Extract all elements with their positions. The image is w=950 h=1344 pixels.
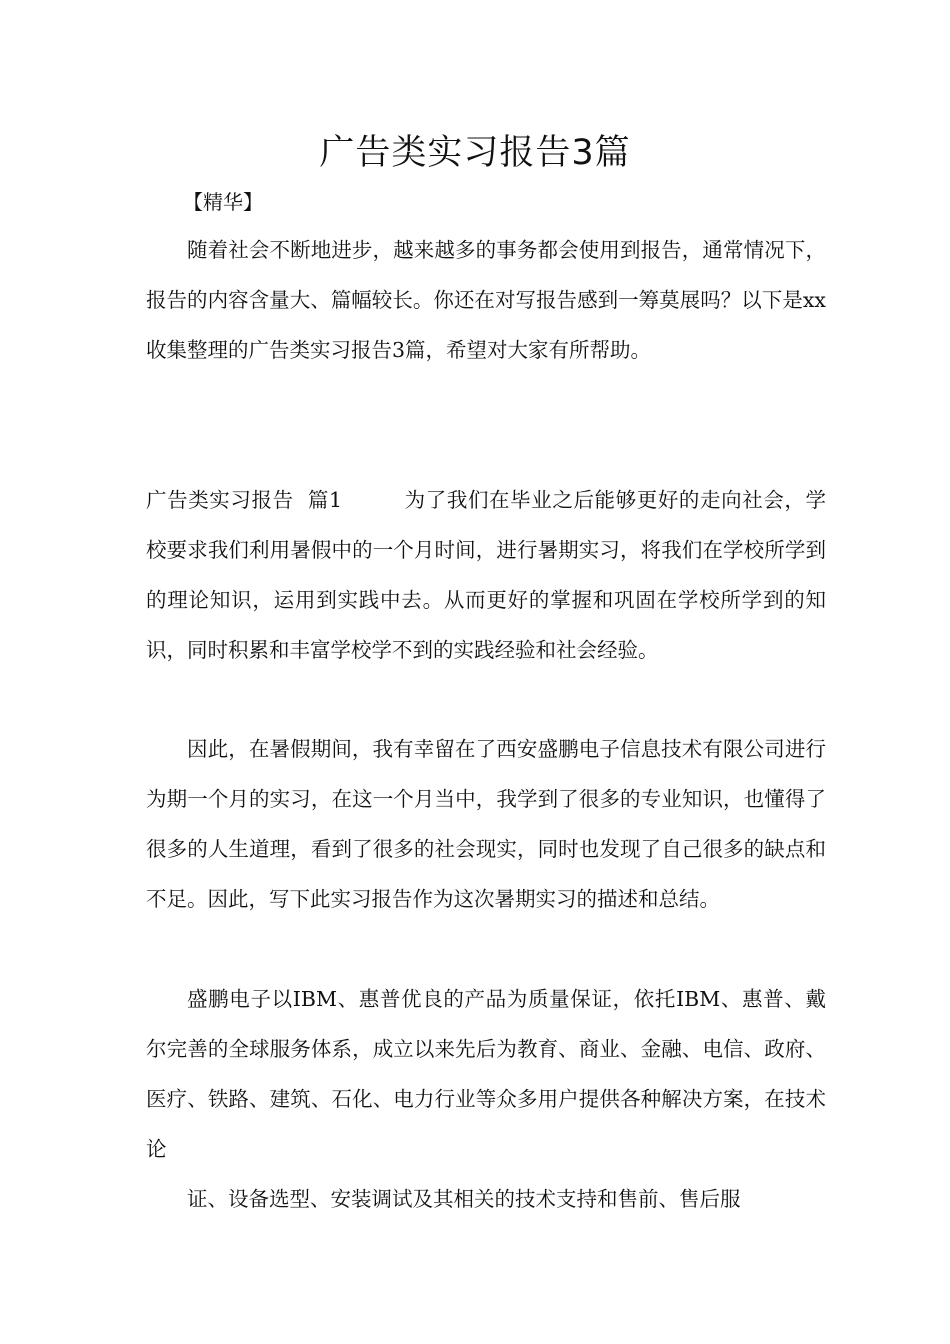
quality-tag: 【精华】 <box>183 190 263 214</box>
document-title: 广告类实习报告3篇 <box>319 133 631 173</box>
body-paragraph: 证、设备选型、安装调试及其相关的技术支持和售前、售后服 <box>187 1187 741 1211</box>
body-paragraph: 因此，在暑假期间，我有幸留在了西安盛鹏电子信息技术有限公司进行为期一个月的实习，在这一个月当中，我学到了很多的专业知识，也懂得了很多的人生道理，看到了很多的社会现实，同时也发现了自己很多的缺点和不足。因此，写下此实习报告作为这次暑期实习的描述和总结。 <box>146 737 826 911</box>
intro-paragraph: 随着社会不断地进步，越来越多的事务都会使用到报告，通常情况下，报告的内容含量大、篇幅较长。你还在对写报告感到一筹莫展吗？以下是xx收集整理的广告类实习报告3篇，希望对大家有所帮助。 <box>146 238 826 362</box>
section-heading: 广告类实习报告 篇1 <box>146 488 343 512</box>
section-1-paragraph <box>146 475 826 675</box>
section-first-text: 为了我们在毕业之后能够更好的走向社会，学校要求我们利用暑假中的一个月时间，进行暑期实习，将我们在学校所学到的理论知识，运用到实践中去。从而更好的掌握和巩固在学校所学到的知识，同时积累和丰富学校学不到的实践经验和社会经验。 <box>146 488 827 662</box>
body-paragraph: 盛鹏电子以IBM、惠普优良的产品为质量保证，依托IBM、惠普、戴尔完善的全球服务体系，成立以来先后为教育、商业、金融、电信、政府、医疗、铁路、建筑、石化、电力行业等众多用户提供各种解决方案，在技术论 <box>146 987 826 1161</box>
